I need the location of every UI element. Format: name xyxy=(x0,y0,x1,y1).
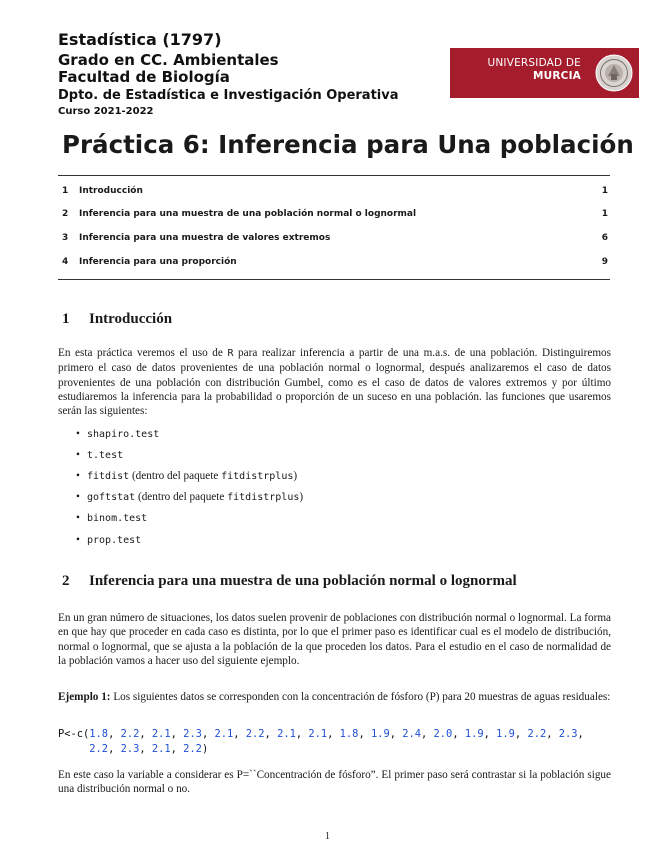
code-number: 2.3 xyxy=(183,728,202,740)
toc-title: Inferencia para una proporción xyxy=(79,257,237,267)
section-title: Introducción xyxy=(89,311,173,327)
code-number: 1.9 xyxy=(496,728,515,740)
example-paragraph: Ejemplo 1: Los siguientes datos se corresponden con la concentración de fósforo (P) para 20 muestras de aguas residuales: xyxy=(58,691,611,703)
code-number: 1.8 xyxy=(339,728,359,740)
section-heading xyxy=(62,311,172,328)
code-number: 2.2 xyxy=(89,742,109,755)
toc-title: Inferencia para una muestra de una población normal o lognormal xyxy=(79,209,417,219)
page-number: 1 xyxy=(325,831,330,842)
page-title: Práctica 6: Inferencia para Una población xyxy=(62,130,634,159)
toc-number: 2 xyxy=(62,209,69,219)
code-number: 2.1 xyxy=(151,742,171,755)
code-number: 2.2 xyxy=(183,742,202,755)
university-logo xyxy=(450,48,639,98)
section2-followup-paragraph: En este caso la variable a considerar es P=``Concentración de fósforo”. El primer paso será contrastar si la población sigue una distribución normal o no. xyxy=(58,769,611,796)
toc-top-rule xyxy=(58,175,610,176)
faculty-name: Facultad de Biología xyxy=(58,68,230,86)
course-name: Estadística (1797) xyxy=(58,30,222,49)
code-number: 2.1 xyxy=(277,728,296,740)
code-number: 2.1 xyxy=(308,728,328,740)
code-number: 2.1 xyxy=(214,728,234,740)
code-number: 2.3 xyxy=(120,742,140,755)
code-line: P<-c(1.8, 2.2, 2.1, 2.3, 2.1, 2.2, 2.1, 2.1, 1.8, 1.9, 2.4, 2.0, 1.9, 1.9, 2.2, 2.3, xyxy=(58,728,591,740)
code-number: 2.1 xyxy=(151,728,171,740)
toc-page: 6 xyxy=(601,233,608,243)
academic-year: Curso 2021-2022 xyxy=(58,106,154,117)
toc-page: 9 xyxy=(601,257,608,267)
section-number: 1 xyxy=(62,311,70,327)
toc-bottom-rule xyxy=(58,279,610,280)
toc-item[interactable] xyxy=(58,233,610,247)
logo-line1: UNIVERSIDAD DE xyxy=(487,57,581,69)
intro-paragraph: En esta práctica veremos el uso de R para realizar inferencia a partir de una m.a.s. de una población. Distinguiremos primero el caso de datos provenientes de una población normal o lognormal, después analizaremos el caso de datos provenientes de una población con distribución Gumbel, como es el caso de datos de valores extremos y por último estudiaremos la inferencia para la probabilidad o proporción de un suceso en una población. las funciones que usaremos serán las siguientes: xyxy=(58,347,611,418)
section-heading xyxy=(62,573,517,590)
toc-item[interactable] xyxy=(58,257,610,271)
toc-item[interactable] xyxy=(58,209,610,223)
code-number: 1.8 xyxy=(89,728,109,740)
department-name: Dpto. de Estadística e Investigación Operativa xyxy=(58,88,399,103)
section-number: 2 xyxy=(62,573,70,589)
toc-page: 1 xyxy=(601,186,608,196)
code-number: 2.2 xyxy=(120,728,140,740)
toc-page: 1 xyxy=(601,209,608,219)
logo-line2: MURCIA xyxy=(533,70,581,82)
toc-item[interactable] xyxy=(58,186,610,200)
toc-number: 4 xyxy=(62,257,69,267)
code-number: 2.3 xyxy=(558,728,578,740)
degree-name: Grado en CC. Ambientales xyxy=(58,51,279,69)
toc-number: 3 xyxy=(62,233,69,243)
code-number: 2.2 xyxy=(245,728,265,740)
code-block xyxy=(58,727,590,756)
toc-title: Inferencia para una muestra de valores extremos xyxy=(79,233,331,243)
toc-title: Introducción xyxy=(79,186,143,196)
logo-text xyxy=(487,57,581,83)
section-title: Inferencia para una muestra de una población normal o lognormal xyxy=(89,573,517,589)
university-seal-icon xyxy=(595,54,633,92)
example-label: Ejemplo 1: xyxy=(58,691,111,703)
code-number: 2.4 xyxy=(402,728,422,740)
toc-number: 1 xyxy=(62,186,69,196)
code-number: 2.2 xyxy=(527,728,547,740)
section2-paragraph: En un gran número de situaciones, los datos suelen provenir de poblaciones con distribución normal o lognormal. La forma en que hay que proceder en cada caso es distinta, por lo que el primer paso es identificar cual es el modelo de distribución, normal o lognormal, que se ajusta a la población de la que proceden los datos. Para el estudio en el caso de normalidad de la población vamos a hacer uso del siguiente ejemplo. xyxy=(58,612,611,667)
code-number: 1.9 xyxy=(370,728,390,740)
code-number: 1.9 xyxy=(464,728,484,740)
code-number: 2.0 xyxy=(433,728,453,740)
inline-code: R xyxy=(227,348,234,359)
code-line: 2.2, 2.3, 2.1, 2.2) xyxy=(89,742,209,755)
